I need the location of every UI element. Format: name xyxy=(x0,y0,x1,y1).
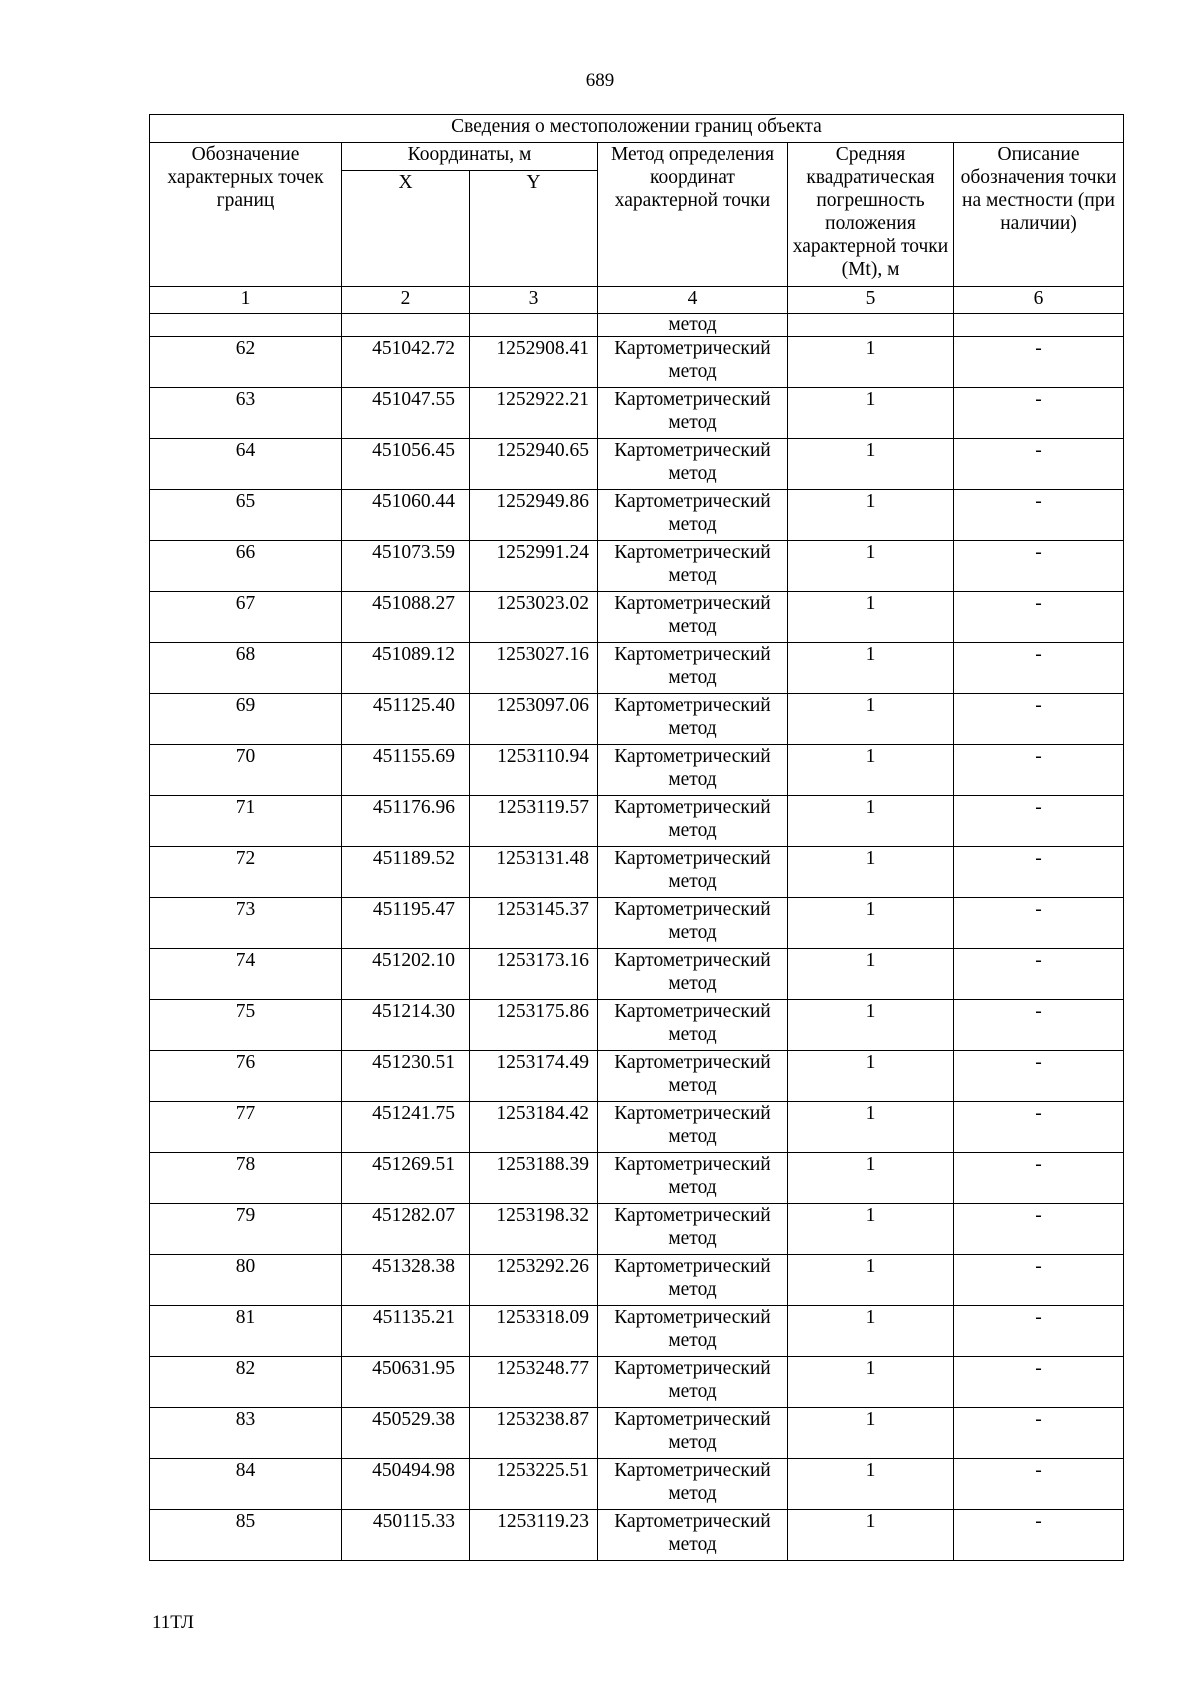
table-row xyxy=(150,1153,1124,1204)
description-cell: - xyxy=(954,1408,1124,1459)
method-cell: Картометрический метод xyxy=(598,388,788,439)
error-cell: 1 xyxy=(788,898,954,949)
error-cell: 1 xyxy=(788,592,954,643)
method-cell: Картометрический метод xyxy=(598,592,788,643)
description-cell: - xyxy=(954,490,1124,541)
error-cell: 1 xyxy=(788,1408,954,1459)
table-row xyxy=(150,388,1124,439)
y-coordinate-cell: 1253184.42 xyxy=(470,1102,598,1153)
error-cell: 1 xyxy=(788,439,954,490)
x-coordinate-cell: 451189.52 xyxy=(342,847,470,898)
x-coordinate-cell: 451073.59 xyxy=(342,541,470,592)
column-number: 3 xyxy=(470,287,598,314)
table-row xyxy=(150,898,1124,949)
table-row xyxy=(150,745,1124,796)
error-cell: 1 xyxy=(788,694,954,745)
x-coordinate-cell: 451230.51 xyxy=(342,1051,470,1102)
table-row xyxy=(150,541,1124,592)
description-cell: - xyxy=(954,745,1124,796)
table-row xyxy=(150,796,1124,847)
continuation-cell xyxy=(954,314,1124,337)
header-y: Y xyxy=(470,171,598,287)
y-coordinate-cell: 1252991.24 xyxy=(470,541,598,592)
document-code: 11ТЛ xyxy=(152,1612,194,1633)
x-coordinate-cell: 451241.75 xyxy=(342,1102,470,1153)
method-cell: Картометрический метод xyxy=(598,643,788,694)
column-number: 2 xyxy=(342,287,470,314)
table-row xyxy=(150,643,1124,694)
continuation-method: метод xyxy=(598,314,788,337)
x-coordinate-cell: 451269.51 xyxy=(342,1153,470,1204)
description-cell: - xyxy=(954,1204,1124,1255)
continuation-row xyxy=(150,314,1124,337)
y-coordinate-cell: 1253198.32 xyxy=(470,1204,598,1255)
method-cell: Картометрический метод xyxy=(598,796,788,847)
header-error: Средняя квадратическая погрешность положения характерной точки (Mt), м xyxy=(788,143,954,287)
point-cell: 64 xyxy=(150,439,342,490)
point-cell: 75 xyxy=(150,1000,342,1051)
point-cell: 63 xyxy=(150,388,342,439)
point-cell: 74 xyxy=(150,949,342,1000)
y-coordinate-cell: 1252949.86 xyxy=(470,490,598,541)
description-cell: - xyxy=(954,1510,1124,1561)
method-cell: Картометрический метод xyxy=(598,1051,788,1102)
x-coordinate-cell: 451155.69 xyxy=(342,745,470,796)
point-cell: 82 xyxy=(150,1357,342,1408)
error-cell: 1 xyxy=(788,1204,954,1255)
method-cell: Картометрический метод xyxy=(598,1204,788,1255)
y-coordinate-cell: 1253318.09 xyxy=(470,1306,598,1357)
y-coordinate-cell: 1253131.48 xyxy=(470,847,598,898)
method-cell: Картометрический метод xyxy=(598,439,788,490)
method-cell: Картометрический метод xyxy=(598,1102,788,1153)
continuation-cell xyxy=(470,314,598,337)
continuation-cell xyxy=(342,314,470,337)
point-cell: 73 xyxy=(150,898,342,949)
y-coordinate-cell: 1253225.51 xyxy=(470,1459,598,1510)
point-cell: 62 xyxy=(150,337,342,388)
y-coordinate-cell: 1253097.06 xyxy=(470,694,598,745)
error-cell: 1 xyxy=(788,1255,954,1306)
y-coordinate-cell: 1253238.87 xyxy=(470,1408,598,1459)
y-coordinate-cell: 1253173.16 xyxy=(470,949,598,1000)
column-number: 4 xyxy=(598,287,788,314)
error-cell: 1 xyxy=(788,847,954,898)
table-row xyxy=(150,1051,1124,1102)
y-coordinate-cell: 1252940.65 xyxy=(470,439,598,490)
method-cell: Картометрический метод xyxy=(598,745,788,796)
error-cell: 1 xyxy=(788,1000,954,1051)
method-cell: Картометрический метод xyxy=(598,1000,788,1051)
description-cell: - xyxy=(954,643,1124,694)
error-cell: 1 xyxy=(788,1102,954,1153)
x-coordinate-cell: 450529.38 xyxy=(342,1408,470,1459)
x-coordinate-cell: 451060.44 xyxy=(342,490,470,541)
y-coordinate-cell: 1252922.21 xyxy=(470,388,598,439)
x-coordinate-cell: 451214.30 xyxy=(342,1000,470,1051)
y-coordinate-cell: 1253027.16 xyxy=(470,643,598,694)
page-number: 689 xyxy=(585,70,615,91)
description-cell: - xyxy=(954,1153,1124,1204)
table-row xyxy=(150,1510,1124,1561)
table-row xyxy=(150,694,1124,745)
method-cell: Картометрический метод xyxy=(598,949,788,1000)
description-cell: - xyxy=(954,796,1124,847)
point-cell: 84 xyxy=(150,1459,342,1510)
x-coordinate-cell: 451089.12 xyxy=(342,643,470,694)
method-cell: Картометрический метод xyxy=(598,1357,788,1408)
column-number: 1 xyxy=(150,287,342,314)
description-cell: - xyxy=(954,847,1124,898)
description-cell: - xyxy=(954,1000,1124,1051)
method-cell: Картометрический метод xyxy=(598,337,788,388)
column-number: 5 xyxy=(788,287,954,314)
method-cell: Картометрический метод xyxy=(598,898,788,949)
y-coordinate-cell: 1252908.41 xyxy=(470,337,598,388)
point-cell: 78 xyxy=(150,1153,342,1204)
x-coordinate-cell: 451202.10 xyxy=(342,949,470,1000)
x-coordinate-cell: 451135.21 xyxy=(342,1306,470,1357)
method-cell: Картометрический метод xyxy=(598,1255,788,1306)
point-cell: 69 xyxy=(150,694,342,745)
continuation-cell xyxy=(788,314,954,337)
description-cell: - xyxy=(954,1255,1124,1306)
x-coordinate-cell: 450115.33 xyxy=(342,1510,470,1561)
description-cell: - xyxy=(954,541,1124,592)
y-coordinate-cell: 1253292.26 xyxy=(470,1255,598,1306)
boundary-coordinates-table xyxy=(149,114,1124,1561)
x-coordinate-cell: 451125.40 xyxy=(342,694,470,745)
y-coordinate-cell: 1253174.49 xyxy=(470,1051,598,1102)
table-row xyxy=(150,949,1124,1000)
point-cell: 83 xyxy=(150,1408,342,1459)
method-cell: Картометрический метод xyxy=(598,1408,788,1459)
method-cell: Картометрический метод xyxy=(598,694,788,745)
header-coords: Координаты, м xyxy=(342,143,598,171)
x-coordinate-cell: 451042.72 xyxy=(342,337,470,388)
point-cell: 71 xyxy=(150,796,342,847)
error-cell: 1 xyxy=(788,1459,954,1510)
description-cell: - xyxy=(954,337,1124,388)
description-cell: - xyxy=(954,1051,1124,1102)
error-cell: 1 xyxy=(788,796,954,847)
description-cell: - xyxy=(954,592,1124,643)
y-coordinate-cell: 1253119.57 xyxy=(470,796,598,847)
table-row xyxy=(150,490,1124,541)
y-coordinate-cell: 1253175.86 xyxy=(470,1000,598,1051)
table-row xyxy=(150,847,1124,898)
method-cell: Картометрический метод xyxy=(598,490,788,541)
point-cell: 70 xyxy=(150,745,342,796)
error-cell: 1 xyxy=(788,643,954,694)
error-cell: 1 xyxy=(788,1357,954,1408)
table-row xyxy=(150,1459,1124,1510)
description-cell: - xyxy=(954,439,1124,490)
continuation-cell xyxy=(150,314,342,337)
table-row xyxy=(150,1306,1124,1357)
description-cell: - xyxy=(954,1102,1124,1153)
table-row xyxy=(150,439,1124,490)
table-row xyxy=(150,1357,1124,1408)
x-coordinate-cell: 451328.38 xyxy=(342,1255,470,1306)
description-cell: - xyxy=(954,1306,1124,1357)
method-cell: Картометрический метод xyxy=(598,1153,788,1204)
method-cell: Картометрический метод xyxy=(598,1306,788,1357)
error-cell: 1 xyxy=(788,337,954,388)
y-coordinate-cell: 1253119.23 xyxy=(470,1510,598,1561)
point-cell: 80 xyxy=(150,1255,342,1306)
description-cell: - xyxy=(954,694,1124,745)
point-cell: 77 xyxy=(150,1102,342,1153)
error-cell: 1 xyxy=(788,1510,954,1561)
table-row xyxy=(150,1000,1124,1051)
error-cell: 1 xyxy=(788,1306,954,1357)
description-cell: - xyxy=(954,898,1124,949)
error-cell: 1 xyxy=(788,745,954,796)
method-cell: Картометрический метод xyxy=(598,847,788,898)
point-cell: 76 xyxy=(150,1051,342,1102)
y-coordinate-cell: 1253145.37 xyxy=(470,898,598,949)
error-cell: 1 xyxy=(788,541,954,592)
y-coordinate-cell: 1253188.39 xyxy=(470,1153,598,1204)
header-description: Описание обозначения точки на местности (при наличии) xyxy=(954,143,1124,287)
header-point: Обозначение характерных точек границ xyxy=(150,143,342,287)
point-cell: 79 xyxy=(150,1204,342,1255)
x-coordinate-cell: 451176.96 xyxy=(342,796,470,847)
point-cell: 72 xyxy=(150,847,342,898)
x-coordinate-cell: 451088.27 xyxy=(342,592,470,643)
table-row xyxy=(150,337,1124,388)
table-row xyxy=(150,1408,1124,1459)
y-coordinate-cell: 1253110.94 xyxy=(470,745,598,796)
y-coordinate-cell: 1253023.02 xyxy=(470,592,598,643)
error-cell: 1 xyxy=(788,1051,954,1102)
point-cell: 85 xyxy=(150,1510,342,1561)
table-row xyxy=(150,592,1124,643)
x-coordinate-cell: 451282.07 xyxy=(342,1204,470,1255)
error-cell: 1 xyxy=(788,388,954,439)
point-cell: 65 xyxy=(150,490,342,541)
x-coordinate-cell: 451056.45 xyxy=(342,439,470,490)
method-cell: Картометрический метод xyxy=(598,541,788,592)
point-cell: 66 xyxy=(150,541,342,592)
table-row xyxy=(150,1102,1124,1153)
x-coordinate-cell: 451195.47 xyxy=(342,898,470,949)
description-cell: - xyxy=(954,949,1124,1000)
description-cell: - xyxy=(954,388,1124,439)
method-cell: Картометрический метод xyxy=(598,1510,788,1561)
y-coordinate-cell: 1253248.77 xyxy=(470,1357,598,1408)
table-row xyxy=(150,1255,1124,1306)
column-number: 6 xyxy=(954,287,1124,314)
table-title-text: Сведения о местоположении границ объекта xyxy=(451,116,822,137)
table-title xyxy=(150,115,1124,143)
header-method: Метод определения координат характерной точки xyxy=(598,143,788,287)
error-cell: 1 xyxy=(788,1153,954,1204)
x-coordinate-cell: 450631.95 xyxy=(342,1357,470,1408)
point-cell: 68 xyxy=(150,643,342,694)
table-row xyxy=(150,1204,1124,1255)
x-coordinate-cell: 451047.55 xyxy=(342,388,470,439)
method-cell: Картометрический метод xyxy=(598,1459,788,1510)
error-cell: 1 xyxy=(788,949,954,1000)
header-x: X xyxy=(342,171,470,287)
description-cell: - xyxy=(954,1357,1124,1408)
point-cell: 81 xyxy=(150,1306,342,1357)
error-cell: 1 xyxy=(788,490,954,541)
description-cell: - xyxy=(954,1459,1124,1510)
x-coordinate-cell: 450494.98 xyxy=(342,1459,470,1510)
point-cell: 67 xyxy=(150,592,342,643)
